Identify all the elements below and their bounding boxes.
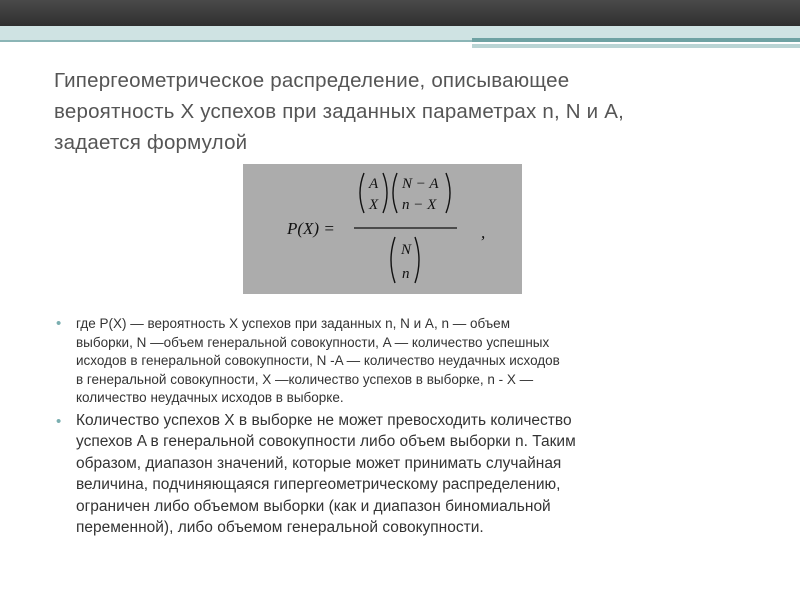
- paren-right: [415, 237, 419, 283]
- bullet-line: исходов в генеральной совокупности, N -A — количество неудачных исходов: [76, 353, 560, 368]
- binom-a-upper: A: [369, 176, 379, 192]
- paren-left: [360, 173, 364, 213]
- slide-title: [54, 65, 774, 158]
- paren-right: [383, 173, 387, 213]
- paren-left: [391, 237, 395, 283]
- bullet-line: образом, диапазон значений, которые может принимать случайная: [76, 454, 562, 472]
- bullet-item: [54, 410, 754, 539]
- bullet-icon: •: [56, 412, 62, 430]
- formula-lhs: P(X) =: [287, 219, 335, 238]
- title-line: Гипергеометрическое распределение, описывающее: [54, 69, 570, 92]
- formula-image: [243, 164, 522, 294]
- bullet-item: [54, 315, 754, 408]
- title-line: задается формулой: [54, 131, 248, 154]
- bullet-line: где P(X) — вероятность X успехов при заданных n, N и A, n — объем: [76, 316, 510, 331]
- formula-svg: [243, 164, 522, 294]
- bullet-line: ограничен либо объемом выборки (как и диапазон биномиальной: [76, 497, 551, 515]
- binom-c-upper: N: [401, 242, 412, 258]
- bullet-line: выборки, N —объем генеральной совокупности, A — количество успешных: [76, 334, 550, 350]
- slide-accent-strip-light: [472, 44, 800, 48]
- slide-header-bar: [0, 0, 800, 26]
- binom-c-lower: n: [402, 266, 410, 282]
- paren-left: [393, 173, 397, 213]
- paren-right: [446, 173, 450, 213]
- bullet-line: количество неудачных исходов в выборке.: [76, 390, 344, 405]
- bullet-icon: •: [56, 315, 62, 332]
- bullet-line: в генеральной совокупности, X —количество успехов в выборке, n - X —: [76, 371, 534, 387]
- binom-a-lower: X: [369, 197, 379, 213]
- bullet-line: переменной), либо объемом генеральной совокупности.: [76, 519, 484, 536]
- bullet-line: успехов A в генеральной совокупности либо объем выборки n. Таким: [76, 433, 576, 450]
- binom-b-upper: N − A: [402, 176, 439, 192]
- title-line: вероятность X успехов при заданных параметрах n, N и A,: [54, 100, 624, 123]
- formula-trailing-comma: ,: [481, 223, 486, 242]
- binom-b-lower: n − X: [402, 197, 437, 213]
- slide-body: [54, 315, 754, 539]
- bullet-line: величина, подчиняющаяся гипергеометрическому распределению,: [76, 476, 561, 493]
- slide-accent-strip: [472, 38, 800, 42]
- bullet-line: Количество успехов X в выборке не может превосходить количество: [76, 411, 572, 429]
